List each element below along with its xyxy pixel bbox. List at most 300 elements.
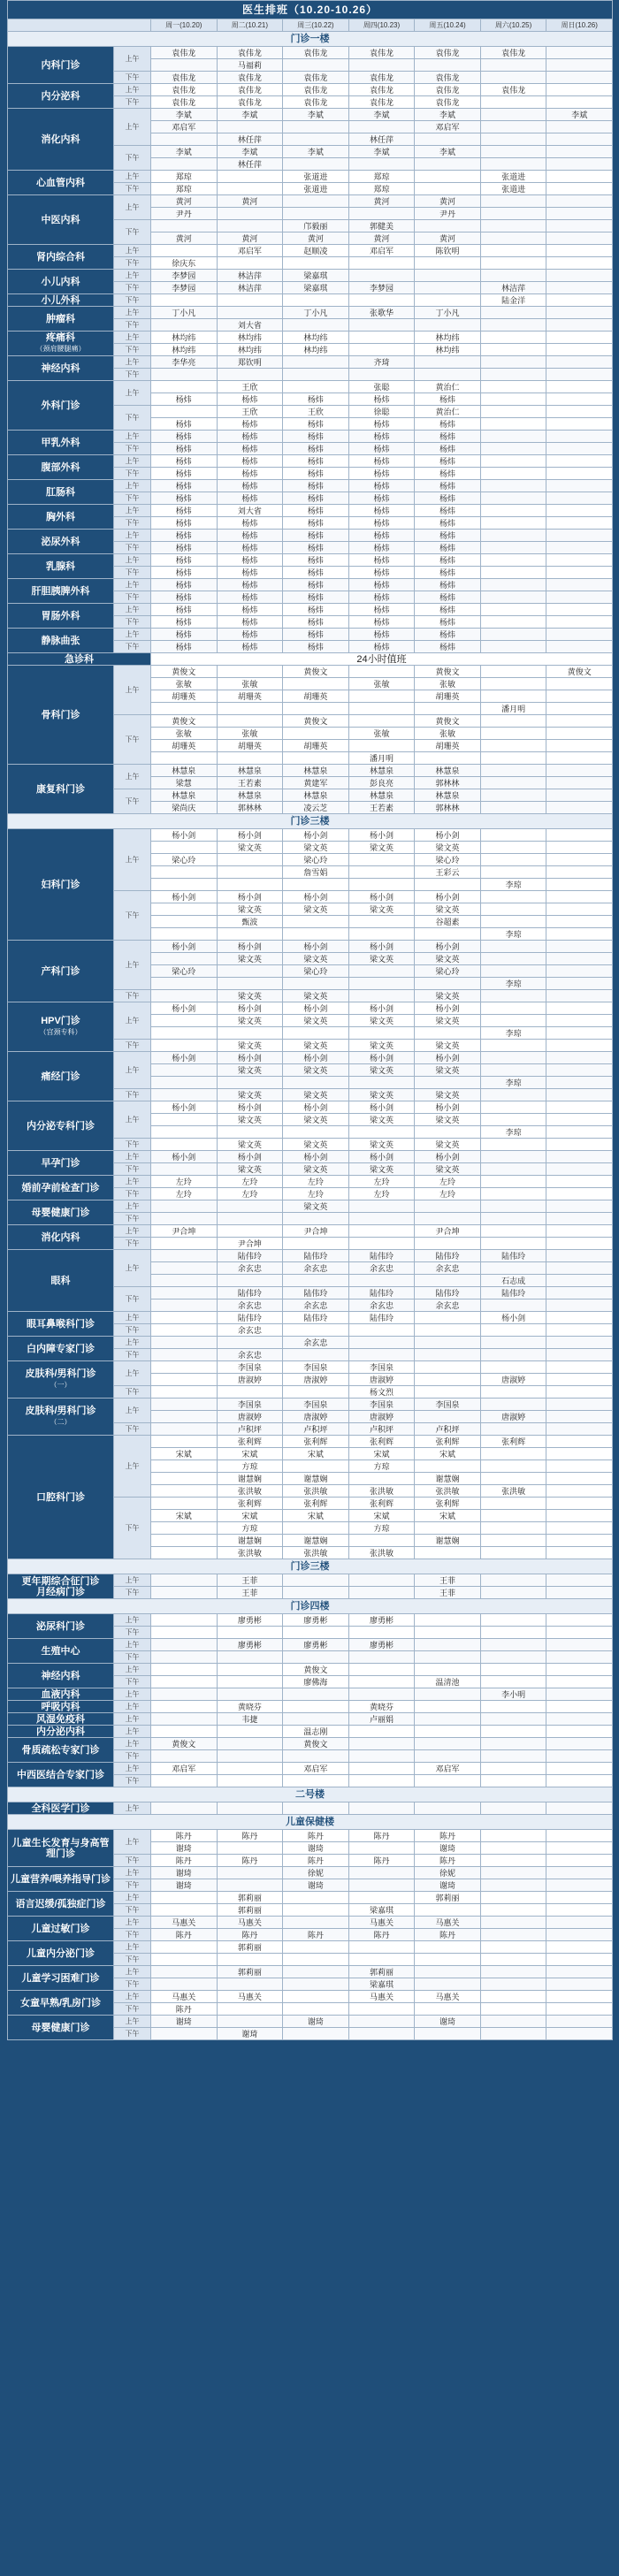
schedule-row (8, 1002, 613, 1015)
schedule-table (7, 0, 613, 2040)
doctor-cell (415, 978, 481, 990)
doctor-cell (415, 369, 481, 381)
doctor-cell (480, 965, 546, 978)
period-label: 下午 (114, 1324, 151, 1337)
doctor-cell: 杨炜 (283, 418, 349, 431)
department-name: 肾内综合科 (8, 245, 114, 270)
doctor-cell (217, 1337, 283, 1349)
doctor-cell: 杨炜 (217, 604, 283, 616)
doctor-cell: 李斌 (348, 109, 415, 121)
day-header: 周三(10.22) (283, 19, 349, 32)
doctor-cell: 黄俊文 (415, 666, 481, 678)
doctor-cell (151, 1126, 218, 1139)
doctor-cell (415, 1701, 481, 1713)
doctor-cell (283, 2003, 349, 2016)
doctor-cell (415, 752, 481, 765)
doctor-cell (217, 752, 283, 765)
doctor-cell: 杨炜 (415, 393, 481, 406)
doctor-cell (283, 59, 349, 72)
period-label: 上午 (114, 431, 151, 443)
period-label: 下午 (114, 468, 151, 480)
doctor-cell (151, 1627, 218, 1639)
doctor-cell (546, 1855, 613, 1867)
doctor-cell (151, 1324, 218, 1337)
department-name: 甲乳外科 (8, 431, 114, 455)
doctor-cell (151, 1688, 218, 1701)
doctor-cell (151, 1775, 218, 1787)
doctor-cell (283, 1991, 349, 2003)
doctor-cell (480, 866, 546, 879)
doctor-cell (546, 47, 613, 59)
doctor-cell: 邓启军 (151, 121, 218, 133)
doctor-cell (283, 1954, 349, 1966)
doctor-cell: 陈丹 (151, 1929, 218, 1941)
period-label: 下午 (114, 492, 151, 505)
doctor-cell (480, 2028, 546, 2040)
schedule-row (8, 1151, 613, 1163)
doctor-cell (415, 1775, 481, 1787)
schedule-row (8, 84, 613, 96)
doctor-cell (546, 542, 613, 554)
doctor-cell (283, 294, 349, 307)
doctor-cell: 杨小剑 (151, 891, 218, 903)
doctor-cell (546, 2028, 613, 2040)
doctor-cell: 唐淑婷 (348, 1411, 415, 1423)
doctor-cell: 林慧泉 (217, 765, 283, 777)
doctor-cell (151, 1139, 218, 1151)
doctor-cell: 张洪敏 (217, 1485, 283, 1498)
doctor-cell (546, 480, 613, 492)
doctor-cell: 李琼 (480, 879, 546, 891)
doctor-cell (546, 1485, 613, 1498)
doctor-cell (217, 1225, 283, 1238)
doctor-cell: 凌云芝 (283, 802, 349, 814)
doctor-cell (151, 866, 218, 879)
period-label: 下午 (114, 1423, 151, 1436)
doctor-cell: 余玄忠 (217, 1324, 283, 1337)
period-label: 下午 (114, 1089, 151, 1101)
period-label: 上午 (114, 1991, 151, 2003)
doctor-cell (283, 752, 349, 765)
doctor-cell (480, 1941, 546, 1954)
doctor-cell (348, 1802, 415, 1815)
period-label: 上午 (114, 171, 151, 183)
doctor-cell (217, 879, 283, 891)
doctor-cell: 黄河 (348, 195, 415, 208)
doctor-cell: 袁伟龙 (415, 72, 481, 84)
doctor-cell: 杨炜 (283, 431, 349, 443)
period-label: 上午 (114, 1337, 151, 1349)
doctor-cell: 宋斌 (415, 1448, 481, 1460)
doctor-cell: 黄俊文 (546, 666, 613, 678)
period-label: 下午 (114, 1238, 151, 1250)
doctor-cell: 廖勇彬 (348, 1639, 415, 1651)
period-label: 下午 (114, 517, 151, 530)
doctor-cell: 梁文英 (217, 1015, 283, 1027)
doctor-cell (151, 1522, 218, 1535)
doctor-cell (546, 616, 613, 629)
doctor-cell (480, 1064, 546, 1077)
doctor-cell: 唐淑婷 (217, 1374, 283, 1386)
period-label: 上午 (114, 109, 151, 146)
doctor-cell: 梁文英 (415, 1089, 481, 1101)
doctor-cell (151, 1064, 218, 1077)
doctor-cell (283, 1386, 349, 1399)
doctor-cell (415, 1726, 481, 1738)
department-row (8, 653, 613, 666)
doctor-cell (348, 1879, 415, 1892)
doctor-cell (546, 1738, 613, 1750)
period-label: 上午 (114, 1763, 151, 1775)
doctor-cell: 杨炜 (415, 418, 481, 431)
doctor-cell (151, 1701, 218, 1713)
doctor-cell: 黄晓芬 (348, 1701, 415, 1713)
doctor-cell (480, 344, 546, 356)
doctor-cell: 杨炜 (151, 431, 218, 443)
doctor-cell (151, 1349, 218, 1361)
doctor-cell (480, 1842, 546, 1855)
period-label: 下午 (114, 1587, 151, 1599)
doctor-cell (348, 1027, 415, 1040)
doctor-cell: 邝毅丽 (283, 220, 349, 232)
doctor-cell (546, 1587, 613, 1599)
doctor-cell (415, 879, 481, 891)
doctor-cell (480, 1664, 546, 1676)
doctor-cell: 马惠关 (348, 1991, 415, 2003)
doctor-cell: 梁心玲 (151, 965, 218, 978)
doctor-cell (546, 1423, 613, 1436)
doctor-cell: 张洪敏 (348, 1547, 415, 1559)
doctor-cell: 徐庆东 (151, 257, 218, 270)
doctor-cell: 梁文英 (217, 953, 283, 965)
doctor-cell: 杨炜 (415, 517, 481, 530)
doctor-cell: 梁文英 (217, 903, 283, 916)
doctor-cell (348, 703, 415, 715)
doctor-cell (217, 208, 283, 220)
doctor-cell: 林均纬 (283, 344, 349, 356)
doctor-cell (415, 1941, 481, 1954)
doctor-cell: 杨炜 (348, 591, 415, 604)
doctor-cell: 左玲 (283, 1176, 349, 1188)
doctor-cell: 梁文英 (348, 842, 415, 854)
doctor-cell: 杨炜 (415, 443, 481, 455)
period-label: 下午 (114, 891, 151, 941)
doctor-cell: 马惠关 (151, 1917, 218, 1929)
doctor-cell (415, 1954, 481, 1966)
doctor-cell (348, 740, 415, 752)
doctor-cell (348, 879, 415, 891)
doctor-cell (480, 1522, 546, 1535)
schedule-row (8, 195, 613, 208)
doctor-cell (546, 195, 613, 208)
doctor-cell (546, 1664, 613, 1676)
doctor-cell (480, 1225, 546, 1238)
doctor-cell: 余玄忠 (283, 1299, 349, 1312)
doctor-cell: 谷超素 (415, 916, 481, 928)
doctor-cell (415, 1411, 481, 1423)
doctor-cell (480, 195, 546, 208)
doctor-cell: 李琼 (480, 1077, 546, 1089)
doctor-cell (283, 678, 349, 690)
doctor-cell (546, 1374, 613, 1386)
doctor-cell (415, 356, 481, 369)
doctor-cell: 黄河 (151, 232, 218, 245)
doctor-cell (415, 1688, 481, 1701)
doctor-cell (546, 183, 613, 195)
doctor-cell: 方琼 (217, 1460, 283, 1473)
doctor-cell (151, 953, 218, 965)
doctor-cell: 杨小剑 (151, 1101, 218, 1114)
doctor-cell (217, 294, 283, 307)
period-label: 上午 (114, 1361, 151, 1386)
doctor-cell: 杨炜 (217, 517, 283, 530)
doctor-cell (480, 1262, 546, 1275)
doctor-cell (151, 406, 218, 418)
doctor-cell (151, 245, 218, 257)
doctor-cell: 林慧泉 (348, 789, 415, 802)
doctor-cell: 丁小凡 (415, 307, 481, 319)
doctor-cell: 杨炜 (217, 530, 283, 542)
period-label: 上午 (114, 1917, 151, 1929)
period-label: 下午 (114, 990, 151, 1002)
period-label: 下午 (114, 220, 151, 245)
doctor-cell: 张敏 (151, 728, 218, 740)
doctor-cell: 马惠关 (415, 1991, 481, 2003)
doctor-cell: 杨小剑 (348, 829, 415, 842)
doctor-cell (151, 842, 218, 854)
doctor-cell: 张利辉 (217, 1498, 283, 1510)
doctor-cell: 李斌 (151, 109, 218, 121)
doctor-cell (415, 158, 481, 171)
department-name: 儿童过敏门诊 (8, 1917, 114, 1941)
doctor-cell (480, 777, 546, 789)
doctor-cell (151, 1312, 218, 1324)
department-name: 中西医结合专家门诊 (8, 1763, 114, 1787)
doctor-cell (546, 1676, 613, 1688)
doctor-cell: 廖佛海 (283, 1676, 349, 1688)
doctor-cell (217, 1954, 283, 1966)
doctor-cell (480, 690, 546, 703)
schedule-row (8, 629, 613, 641)
schedule-row (8, 1436, 613, 1448)
doctor-cell: 王若素 (217, 777, 283, 789)
doctor-cell (151, 319, 218, 332)
doctor-cell (480, 842, 546, 854)
doctor-cell: 陈丹 (217, 1830, 283, 1842)
doctor-cell: 胡珊英 (283, 740, 349, 752)
doctor-cell: 张洪敏 (283, 1485, 349, 1498)
doctor-cell: 杨炜 (217, 567, 283, 579)
doctor-cell (151, 1238, 218, 1250)
doctor-cell (480, 1324, 546, 1337)
schedule-row (8, 1713, 613, 1726)
doctor-cell: 杨炜 (217, 554, 283, 567)
doctor-cell (480, 1151, 546, 1163)
department-name: 更年期综合征门诊 月经病门诊 (8, 1574, 114, 1599)
period-label: 上午 (114, 629, 151, 641)
department-name: 全科医学门诊 (8, 1802, 114, 1815)
schedule-row (8, 171, 613, 183)
doctor-cell (415, 59, 481, 72)
doctor-cell (480, 443, 546, 455)
department-name: 心血管内科 (8, 171, 114, 195)
doctor-cell: 杨炜 (348, 542, 415, 554)
period-label: 上午 (114, 1312, 151, 1324)
doctor-cell (546, 641, 613, 653)
doctor-cell: 梁文英 (283, 1040, 349, 1052)
schedule-row (8, 307, 613, 319)
doctor-cell (151, 1498, 218, 1510)
doctor-cell: 余玄忠 (348, 1262, 415, 1275)
doctor-cell (480, 492, 546, 505)
doctor-cell (546, 1089, 613, 1101)
doctor-cell: 陆伟玲 (217, 1250, 283, 1262)
doctor-cell (151, 1200, 218, 1213)
doctor-cell: 梁文英 (283, 953, 349, 965)
doctor-cell (546, 1713, 613, 1726)
doctor-cell (480, 554, 546, 567)
schedule-body (8, 1, 613, 2040)
department-name: 小儿外科 (8, 294, 114, 307)
doctor-cell (546, 84, 613, 96)
doctor-cell: 梁文英 (415, 990, 481, 1002)
doctor-cell: 杨炜 (151, 542, 218, 554)
doctor-cell (480, 468, 546, 480)
doctor-cell: 杨炜 (283, 480, 349, 492)
doctor-cell (151, 158, 218, 171)
doctor-cell: 邓启军 (415, 1763, 481, 1775)
doctor-cell: 谢琦 (283, 1842, 349, 1855)
doctor-cell (151, 1750, 218, 1763)
doctor-cell (546, 146, 613, 158)
doctor-cell: 林任萍 (348, 133, 415, 146)
doctor-cell: 杨炜 (415, 554, 481, 567)
doctor-cell (283, 1587, 349, 1599)
doctor-cell (480, 455, 546, 468)
doctor-cell: 黄俊文 (151, 1738, 218, 1750)
doctor-cell (480, 765, 546, 777)
doctor-cell (480, 121, 546, 133)
doctor-cell (415, 1213, 481, 1225)
doctor-cell: 左玲 (348, 1188, 415, 1200)
period-label: 下午 (114, 1855, 151, 1867)
doctor-cell (480, 1535, 546, 1547)
doctor-cell (217, 1842, 283, 1855)
doctor-cell: 谢琦 (151, 2016, 218, 2028)
doctor-cell: 郭林林 (217, 802, 283, 814)
day-header: 周四(10.23) (348, 19, 415, 32)
doctor-cell (480, 1114, 546, 1126)
doctor-cell: 王彩云 (415, 866, 481, 879)
doctor-cell: 杨小剑 (151, 1151, 218, 1163)
doctor-cell: 杨炜 (217, 431, 283, 443)
doctor-cell: 郑琼 (151, 171, 218, 183)
period-label: 上午 (114, 1101, 151, 1139)
doctor-cell: 梁嘉琪 (348, 1978, 415, 1991)
period-label: 下午 (114, 1163, 151, 1176)
doctor-cell: 杨炜 (217, 480, 283, 492)
doctor-cell (151, 1639, 218, 1651)
doctor-cell: 杨炜 (217, 629, 283, 641)
doctor-cell (283, 978, 349, 990)
section-row (8, 1815, 613, 1830)
doctor-cell: 林慧泉 (151, 789, 218, 802)
schedule-row (8, 480, 613, 492)
doctor-cell: 郭莉丽 (217, 1892, 283, 1904)
doctor-cell (151, 1250, 218, 1262)
doctor-cell: 谢慧娴 (415, 1535, 481, 1547)
doctor-cell: 杨炜 (348, 443, 415, 455)
doctor-cell: 杨小剑 (415, 891, 481, 903)
doctor-cell (348, 1676, 415, 1688)
doctor-cell: 杨炜 (151, 616, 218, 629)
doctor-cell (348, 1892, 415, 1904)
doctor-cell: 林均纬 (217, 344, 283, 356)
doctor-cell (480, 1089, 546, 1101)
doctor-cell (348, 2003, 415, 2016)
doctor-cell (546, 1077, 613, 1089)
schedule-row (8, 765, 613, 777)
doctor-cell (283, 195, 349, 208)
doctor-cell (480, 232, 546, 245)
doctor-cell (480, 208, 546, 220)
doctor-cell: 梁文英 (415, 953, 481, 965)
doctor-cell (151, 1904, 218, 1917)
schedule-row (8, 381, 613, 393)
doctor-cell: 梁文英 (415, 1015, 481, 1027)
department-name: 儿童内分泌门诊 (8, 1941, 114, 1966)
doctor-cell (546, 1139, 613, 1151)
doctor-cell (546, 1892, 613, 1904)
doctor-cell: 杨小剑 (283, 1052, 349, 1064)
doctor-cell (480, 1547, 546, 1559)
doctor-cell: 黄河 (415, 232, 481, 245)
doctor-cell (283, 703, 349, 715)
doctor-cell: 郑琼 (348, 183, 415, 195)
doctor-cell (348, 978, 415, 990)
department-name: 肝胆胰脾外科 (8, 579, 114, 604)
doctor-cell (546, 802, 613, 814)
department-name: 静脉曲张 (8, 629, 114, 653)
doctor-cell (151, 1299, 218, 1312)
doctor-cell (480, 1763, 546, 1775)
schedule-sheet (7, 0, 612, 2040)
doctor-cell (480, 356, 546, 369)
period-label: 下午 (114, 369, 151, 381)
doctor-cell (546, 1904, 613, 1917)
doctor-cell (546, 1324, 613, 1337)
doctor-cell: 陈丹 (348, 1855, 415, 1867)
doctor-cell: 杨炜 (217, 616, 283, 629)
doctor-cell (348, 666, 415, 678)
doctor-cell (151, 1374, 218, 1386)
doctor-cell: 谢琦 (415, 2016, 481, 2028)
doctor-cell (546, 567, 613, 579)
doctor-cell: 杨炜 (151, 455, 218, 468)
doctor-cell: 张洪敏 (415, 1485, 481, 1498)
doctor-cell: 张敏 (348, 728, 415, 740)
doctor-cell: 梁文英 (348, 1064, 415, 1077)
doctor-cell: 郑琼 (348, 171, 415, 183)
schedule-row (8, 1399, 613, 1411)
period-label: 上午 (114, 1701, 151, 1713)
doctor-cell: 梁文英 (415, 1040, 481, 1052)
doctor-cell (151, 1547, 218, 1559)
doctor-cell (480, 146, 546, 158)
doctor-cell (480, 270, 546, 282)
doctor-cell: 梁嘉琪 (283, 270, 349, 282)
doctor-cell: 邓启军 (151, 1763, 218, 1775)
